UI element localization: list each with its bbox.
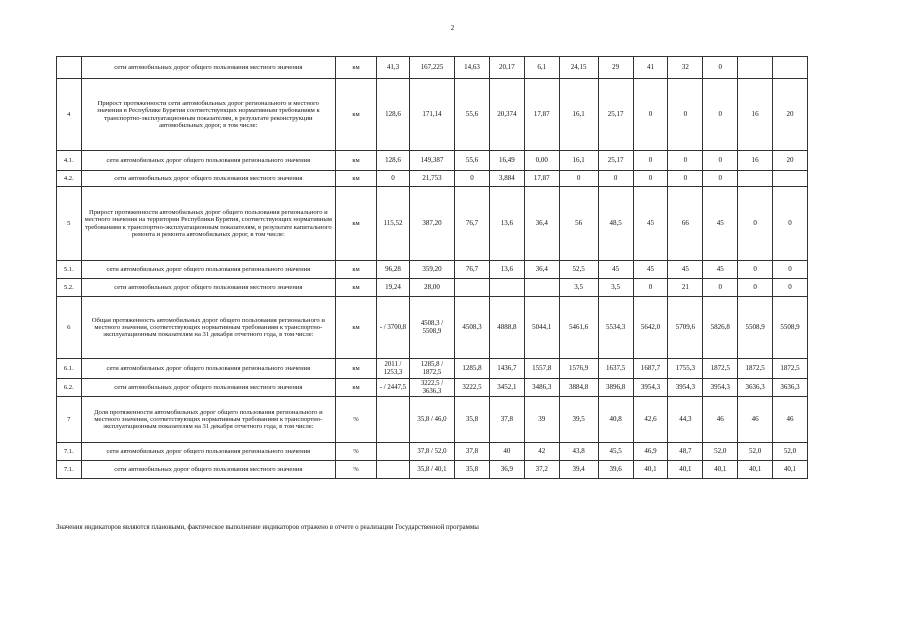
value-cell: 20 xyxy=(773,151,808,171)
value-cell: 0 xyxy=(703,279,738,297)
value-cell: 39,4 xyxy=(559,461,598,479)
value-cell: 55,6 xyxy=(455,151,490,171)
value-cell: 45 xyxy=(633,261,668,279)
value-cell: 0 xyxy=(703,79,738,151)
value-cell: 13,6 xyxy=(489,261,524,279)
indicator-name-cell: сети автомобильных дорог общего пользования местного значения xyxy=(81,279,335,297)
value-cell: 35,8 xyxy=(455,397,490,443)
value-cell xyxy=(489,279,524,297)
value-cell: 24,15 xyxy=(559,57,598,79)
value-cell: 56 xyxy=(559,187,598,261)
value-cell: 48,7 xyxy=(668,443,703,461)
value-cell: 66 xyxy=(668,187,703,261)
value-cell: 3636,3 xyxy=(773,379,808,397)
value-cell: 1755,3 xyxy=(668,359,703,379)
value-cell: 35,8 xyxy=(455,461,490,479)
value-cell: 171,14 xyxy=(409,79,454,151)
row-number-cell: 4.1. xyxy=(57,151,82,171)
value-cell: 55,6 xyxy=(455,79,490,151)
indicator-name-cell: Прирост протяженности автомобильных дорог общего пользования регионального и местного значения на территории Республики Бурятия, соответствующих нормативным требованиям к транспортно-эксплуатационным показателям, в результате капитального ремонта и ремонта автомобильных дорог, в том числе: xyxy=(81,187,335,261)
row-number-cell: 6.1. xyxy=(57,359,82,379)
value-cell: 16 xyxy=(738,79,773,151)
value-cell: 3452,1 xyxy=(489,379,524,397)
value-cell: 13,6 xyxy=(489,187,524,261)
value-cell: 2011 / 1253,3 xyxy=(377,359,410,379)
value-cell xyxy=(524,279,559,297)
unit-cell: км xyxy=(336,359,377,379)
value-cell: 21 xyxy=(668,279,703,297)
row-number-cell: 4.2. xyxy=(57,171,82,187)
value-cell: 37,8 / 52,0 xyxy=(409,443,454,461)
page-number: 2 xyxy=(450,24,455,32)
value-cell: 32 xyxy=(668,57,703,79)
value-cell: 0 xyxy=(738,279,773,297)
value-cell: 1687,7 xyxy=(633,359,668,379)
value-cell: 14,63 xyxy=(455,57,490,79)
value-cell: 5826,8 xyxy=(703,297,738,359)
value-cell: 39,5 xyxy=(559,397,598,443)
unit-cell: км xyxy=(336,171,377,187)
value-cell: 46 xyxy=(738,397,773,443)
row-number-cell: 5.1. xyxy=(57,261,82,279)
value-cell: 1872,5 xyxy=(703,359,738,379)
value-cell: 17,87 xyxy=(524,171,559,187)
table-row xyxy=(57,379,808,397)
table-row xyxy=(57,397,808,443)
table-row xyxy=(57,57,808,79)
value-cell: 16,49 xyxy=(489,151,524,171)
indicator-name-cell: Общая протяженность автомобильных дорог общего пользования регионального и местного значения, соответствующих нормативным требованиям к транспортно-эксплуатационным показателям на 31 декабря отчетного года, в том числе: xyxy=(81,297,335,359)
value-cell: 1285,8 / 1872,5 xyxy=(409,359,454,379)
value-cell: 48,5 xyxy=(598,187,633,261)
value-cell: 21,753 xyxy=(409,171,454,187)
value-cell: 40,1 xyxy=(738,461,773,479)
value-cell: 5508,9 xyxy=(773,297,808,359)
value-cell: 0 xyxy=(773,261,808,279)
value-cell: 42,6 xyxy=(633,397,668,443)
value-cell: 5461,6 xyxy=(559,297,598,359)
row-number-cell: 7.1. xyxy=(57,461,82,479)
value-cell: 45 xyxy=(668,261,703,279)
value-cell: 0 xyxy=(633,79,668,151)
value-cell: 52,0 xyxy=(773,443,808,461)
value-cell: 4508,3 xyxy=(455,297,490,359)
value-cell: 115,52 xyxy=(377,187,410,261)
value-cell: 76,7 xyxy=(455,187,490,261)
value-cell: 16,1 xyxy=(559,79,598,151)
value-cell: 1872,5 xyxy=(773,359,808,379)
unit-cell: км xyxy=(336,261,377,279)
table-row xyxy=(57,171,808,187)
value-cell: 42 xyxy=(524,443,559,461)
row-number-cell: 4 xyxy=(57,79,82,151)
value-cell: 19,24 xyxy=(377,279,410,297)
value-cell: 3222,5 / 3636,3 xyxy=(409,379,454,397)
row-number-cell: 6.2. xyxy=(57,379,82,397)
row-number-cell: 5.2. xyxy=(57,279,82,297)
value-cell: 0 xyxy=(377,171,410,187)
value-cell: 0 xyxy=(633,279,668,297)
value-cell: 1576,9 xyxy=(559,359,598,379)
value-cell: 41 xyxy=(633,57,668,79)
unit-cell: % xyxy=(336,443,377,461)
unit-cell: км xyxy=(336,379,377,397)
value-cell: 0 xyxy=(668,79,703,151)
value-cell: 46 xyxy=(773,397,808,443)
table-row xyxy=(57,443,808,461)
value-cell xyxy=(377,397,410,443)
value-cell: 3884,8 xyxy=(559,379,598,397)
value-cell: 46,9 xyxy=(633,443,668,461)
value-cell: 1557,8 xyxy=(524,359,559,379)
value-cell: 0 xyxy=(738,187,773,261)
unit-cell: % xyxy=(336,397,377,443)
value-cell: 45 xyxy=(703,187,738,261)
value-cell: 20,374 xyxy=(489,79,524,151)
table-row xyxy=(57,79,808,151)
value-cell: 20,17 xyxy=(489,57,524,79)
value-cell: 76,7 xyxy=(455,261,490,279)
value-cell: 20 xyxy=(773,79,808,151)
table-row xyxy=(57,187,808,261)
indicators-table xyxy=(56,56,808,479)
unit-cell: км xyxy=(336,57,377,79)
value-cell: 0 xyxy=(633,171,668,187)
value-cell: 45,5 xyxy=(598,443,633,461)
value-cell xyxy=(377,461,410,479)
value-cell xyxy=(455,279,490,297)
value-cell: 5044,1 xyxy=(524,297,559,359)
value-cell: 45 xyxy=(598,261,633,279)
row-number-cell: 6 xyxy=(57,297,82,359)
table-row xyxy=(57,297,808,359)
value-cell: 1637,5 xyxy=(598,359,633,379)
value-cell: 0 xyxy=(598,171,633,187)
value-cell: 25,17 xyxy=(598,151,633,171)
value-cell: 0 xyxy=(668,171,703,187)
value-cell: 3222,5 xyxy=(455,379,490,397)
value-cell: 5642,0 xyxy=(633,297,668,359)
value-cell: 5709,6 xyxy=(668,297,703,359)
value-cell: 0 xyxy=(738,261,773,279)
table-row xyxy=(57,279,808,297)
value-cell: 44,3 xyxy=(668,397,703,443)
table-row xyxy=(57,261,808,279)
value-cell: 5508,9 xyxy=(738,297,773,359)
indicator-name-cell: Доля протяженности автомобильных дорог общего пользования регионального и местного значения, соответствующих нормативным требованиям к транспортно-эксплуатационным показателям на 31 декабря отчетного года, в том числе: xyxy=(81,397,335,443)
value-cell: 4508,3 / 5508,9 xyxy=(409,297,454,359)
value-cell: 0,00 xyxy=(524,151,559,171)
value-cell xyxy=(773,171,808,187)
value-cell: 45 xyxy=(633,187,668,261)
value-cell: 5534,3 xyxy=(598,297,633,359)
value-cell: 387,20 xyxy=(409,187,454,261)
row-number-cell: 7.1. xyxy=(57,443,82,461)
indicator-name-cell: сети автомобильных дорог общего пользования местного значения xyxy=(81,57,335,79)
value-cell: 35,8 / 46,0 xyxy=(409,397,454,443)
value-cell: 46 xyxy=(703,397,738,443)
value-cell: 3896,8 xyxy=(598,379,633,397)
value-cell: 0 xyxy=(633,151,668,171)
value-cell xyxy=(738,171,773,187)
value-cell: 37,8 xyxy=(455,443,490,461)
indicator-name-cell: сети автомобильных дорог общего пользования местного значения xyxy=(81,461,335,479)
value-cell: 0 xyxy=(703,151,738,171)
value-cell: 149,387 xyxy=(409,151,454,171)
value-cell: 3636,3 xyxy=(738,379,773,397)
footnote: Значения индикаторов являются плановыми, фактическое выполнение индикаторов отражено в отчете о реализации Государственной программы xyxy=(56,524,479,531)
value-cell: 0 xyxy=(773,279,808,297)
indicator-name-cell: сети автомобильных дорог общего пользования регионального значения xyxy=(81,261,335,279)
value-cell: 0 xyxy=(703,57,738,79)
indicator-name-cell: сети автомобильных дорог общего пользования регионального значения xyxy=(81,151,335,171)
value-cell: 167,225 xyxy=(409,57,454,79)
value-cell: 3954,3 xyxy=(668,379,703,397)
unit-cell: км xyxy=(336,151,377,171)
value-cell: 40,1 xyxy=(773,461,808,479)
indicator-name-cell: сети автомобильных дорог общего пользования местного значения xyxy=(81,379,335,397)
value-cell: 3,5 xyxy=(559,279,598,297)
value-cell: 17,87 xyxy=(524,79,559,151)
value-cell: 0 xyxy=(773,187,808,261)
table-row xyxy=(57,461,808,479)
value-cell: 16 xyxy=(738,151,773,171)
value-cell: 3954,3 xyxy=(703,379,738,397)
value-cell: - / 3700,8 xyxy=(377,297,410,359)
unit-cell: км xyxy=(336,279,377,297)
value-cell: 37,2 xyxy=(524,461,559,479)
value-cell: 36,4 xyxy=(524,261,559,279)
indicator-name-cell: Прирост протяженности сети автомобильных дорог регионального и местного значения в Республике Бурятия соответствующих нормативным требованиям к транспортно-эксплуатационным показателям, в результате реконструкции автомобильных дорог, в том числе: xyxy=(81,79,335,151)
value-cell: 128,6 xyxy=(377,79,410,151)
value-cell: 4888,8 xyxy=(489,297,524,359)
value-cell: 96,28 xyxy=(377,261,410,279)
value-cell: 1436,7 xyxy=(489,359,524,379)
unit-cell: % xyxy=(336,461,377,479)
value-cell: 39,6 xyxy=(598,461,633,479)
value-cell: 1872,5 xyxy=(738,359,773,379)
value-cell: 52,5 xyxy=(559,261,598,279)
value-cell: 128,6 xyxy=(377,151,410,171)
value-cell: 3954,3 xyxy=(633,379,668,397)
value-cell: 40,1 xyxy=(703,461,738,479)
value-cell: 45 xyxy=(703,261,738,279)
value-cell: 52,0 xyxy=(703,443,738,461)
value-cell: 1285,8 xyxy=(455,359,490,379)
value-cell: 0 xyxy=(455,171,490,187)
value-cell: 3,884 xyxy=(489,171,524,187)
value-cell xyxy=(738,57,773,79)
value-cell: 359,20 xyxy=(409,261,454,279)
value-cell: 40 xyxy=(489,443,524,461)
value-cell: 28,00 xyxy=(409,279,454,297)
value-cell: 3,5 xyxy=(598,279,633,297)
row-number-cell: 7 xyxy=(57,397,82,443)
row-number-cell: 5 xyxy=(57,187,82,261)
table-row xyxy=(57,151,808,171)
value-cell: 40,1 xyxy=(668,461,703,479)
unit-cell: км xyxy=(336,297,377,359)
value-cell: 16,1 xyxy=(559,151,598,171)
indicator-name-cell: сети автомобильных дорог общего пользования регионального значения xyxy=(81,359,335,379)
table-row xyxy=(57,359,808,379)
value-cell xyxy=(773,57,808,79)
value-cell: 40,8 xyxy=(598,397,633,443)
value-cell: 39 xyxy=(524,397,559,443)
value-cell: - / 2447,5 xyxy=(377,379,410,397)
indicator-name-cell: сети автомобильных дорог общего пользования местного значения xyxy=(81,171,335,187)
value-cell: 40,1 xyxy=(633,461,668,479)
value-cell xyxy=(377,443,410,461)
value-cell: 3486,3 xyxy=(524,379,559,397)
value-cell: 41,3 xyxy=(377,57,410,79)
indicator-name-cell: сети автомобильных дорог общего пользования регионального значения xyxy=(81,443,335,461)
value-cell: 0 xyxy=(668,151,703,171)
value-cell: 36,4 xyxy=(524,187,559,261)
unit-cell: км xyxy=(336,79,377,151)
value-cell: 0 xyxy=(559,171,598,187)
value-cell: 36,9 xyxy=(489,461,524,479)
unit-cell: км xyxy=(336,187,377,261)
value-cell: 35,8 / 40,1 xyxy=(409,461,454,479)
value-cell: 43,8 xyxy=(559,443,598,461)
value-cell: 6,1 xyxy=(524,57,559,79)
value-cell: 52,0 xyxy=(738,443,773,461)
value-cell: 0 xyxy=(703,171,738,187)
row-number-cell xyxy=(57,57,82,79)
value-cell: 37,8 xyxy=(489,397,524,443)
value-cell: 29 xyxy=(598,57,633,79)
value-cell: 25,17 xyxy=(598,79,633,151)
